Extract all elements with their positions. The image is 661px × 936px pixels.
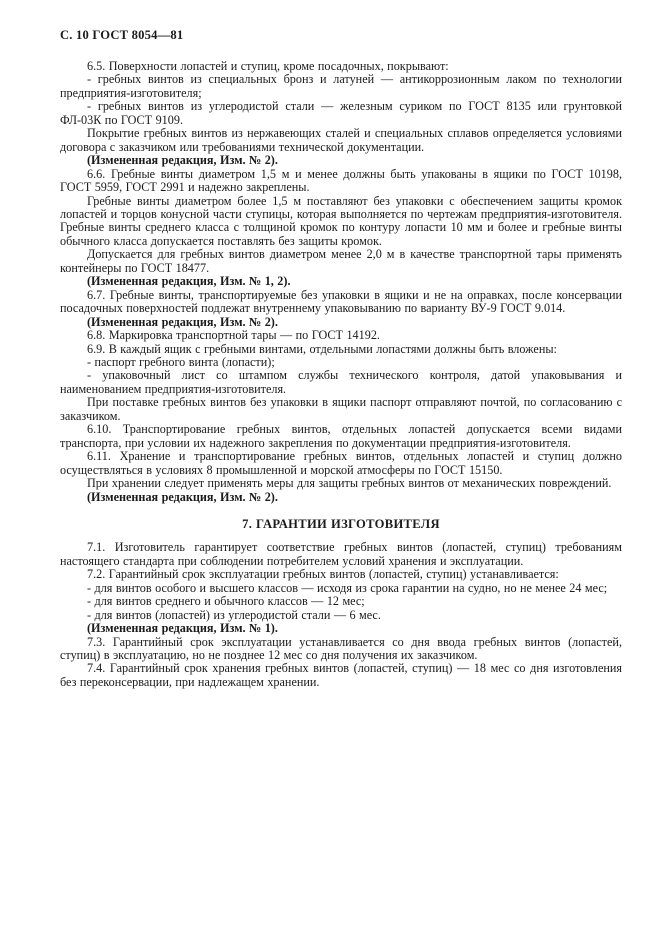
paragraph: 7.4. Гарантийный срок хранения гребных винтов (лопастей, ступиц) — 18 мес со дня изготовления без переконсервации, при надлежащем хранении. bbox=[60, 661, 622, 689]
paragraph: При хранении следует применять меры для защиты гребных винтов от механических повреждений. bbox=[87, 476, 612, 491]
paragraph: 7.2. Гарантийный срок эксплуатации гребных винтов (лопастей, ступиц) устанавливается: bbox=[87, 567, 559, 582]
document-body bbox=[60, 60, 622, 689]
paragraph: Покрытие гребных винтов из нержавеющих сталей и специальных сплавов определяется условиями договора с заказчиком или требованиями технической документации. bbox=[60, 126, 622, 154]
amendment-note: (Измененная редакция, Изм. № 1). bbox=[87, 621, 278, 636]
amendment-note: (Измененная редакция, Изм. № 2). bbox=[87, 153, 278, 168]
paragraph: 6.5. Поверхности лопастей и ступиц, кроме посадочных, покрывают: bbox=[87, 59, 449, 73]
paragraph: - гребных винтов из специальных бронз и латуней — антикоррозионным лаком по технологии предприятия-изготовителя; bbox=[60, 72, 622, 100]
section-heading: 7. ГАРАНТИИ ИЗГОТОВИТЕЛЯ bbox=[242, 516, 440, 531]
page-header: С. 10 ГОСТ 8054—81 bbox=[60, 28, 184, 42]
paragraph: Гребные винты диаметром более 1,5 м поставляют без упаковки с обеспечением защиты кромок лопастей и торцов конусной части ступицы, которая выполняется по чертежам предприятия-изготовителя. Гребные винты среднего класса с толщиной кромок по контуру лопасти 10 мм и более и гребные винты обычного класса допускается поставлять без защиты кромок. bbox=[60, 193, 622, 248]
paragraph: - для винтов особого и высшего классов — исходя из срока гарантии на судно, но не менее 24 мес; bbox=[87, 580, 608, 595]
paragraph: Допускается для гребных винтов диаметром менее 2,0 м в качестве транспортной тары применять контейнеры по ГОСТ 18477. bbox=[60, 247, 622, 275]
paragraph: 7.3. Гарантийный срок эксплуатации устанавливается со дня ввода гребных винтов (лопастей, ступиц) в эксплуатацию, но не позднее 12 мес со дня получения их заказчиком. bbox=[60, 634, 622, 663]
paragraph: 6.8. Маркировка транспортной тары — по ГОСТ 14192. bbox=[87, 328, 380, 343]
paragraph: - упаковочный лист со штампом службы технического контроля, датой упаковывания и наименованием предприятия-изготовителя. bbox=[60, 368, 622, 396]
paragraph: 7.1. Изготовитель гарантирует соответствие гребных винтов (лопастей, ступиц) требованиям настоящего стандарта при соблюдении потребителем условий хранения и эксплуатации. bbox=[60, 540, 622, 568]
paragraph: - гребных винтов из углеродистой стали — железным суриком по ГОСТ 8135 или грунтовкой ФЛ-03К по ГОСТ 9109. bbox=[60, 99, 622, 127]
amendment-note: (Измененная редакция, Изм. № 2). bbox=[87, 489, 278, 504]
paragraph: 6.7. Гребные винты, транспортируемые без упаковки в ящики и не на оправках, после консервации посадочных поверхностей подлежат внутреннему упаковыванию по варианту ВУ-9 ГОСТ 9.014. bbox=[60, 287, 622, 316]
amendment-note: (Измененная редакция, Изм. № 1, 2). bbox=[87, 274, 291, 289]
amendment-note: (Измененная редакция, Изм. № 2). bbox=[87, 314, 278, 329]
paragraph: 6.10. Транспортирование гребных винтов, отдельных лопастей допускается всеми видами транспорта, при условии их надежного закрепления по документации предприятия-изготовителя. bbox=[60, 422, 622, 450]
paragraph: 6.6. Гребные винты диаметром 1,5 м и менее должны быть упакованы в ящики по ГОСТ 10198, ГОСТ 5959, ГОСТ 2991 и надежно закреплены. bbox=[60, 166, 622, 195]
paragraph: - паспорт гребного винта (лопасти); bbox=[87, 354, 275, 369]
paragraph: 6.9. В каждый ящик с гребными винтами, отдельными лопастями должны быть вложены: bbox=[87, 341, 557, 356]
paragraph: 6.11. Хранение и транспортирование гребных винтов, отдельных лопастей и ступиц должно осуществляться в условиях 8 промышленной и морской атмосферы по ГОСТ 15150. bbox=[60, 449, 622, 477]
paragraph: При поставке гребных винтов без упаковки в ящики паспорт отправляют почтой, по согласованию с заказчиком. bbox=[60, 395, 622, 423]
paragraph: - для винтов (лопастей) из углеродистой стали — 6 мес. bbox=[87, 607, 381, 622]
paragraph: - для винтов среднего и обычного классов — 12 мес; bbox=[87, 594, 365, 609]
